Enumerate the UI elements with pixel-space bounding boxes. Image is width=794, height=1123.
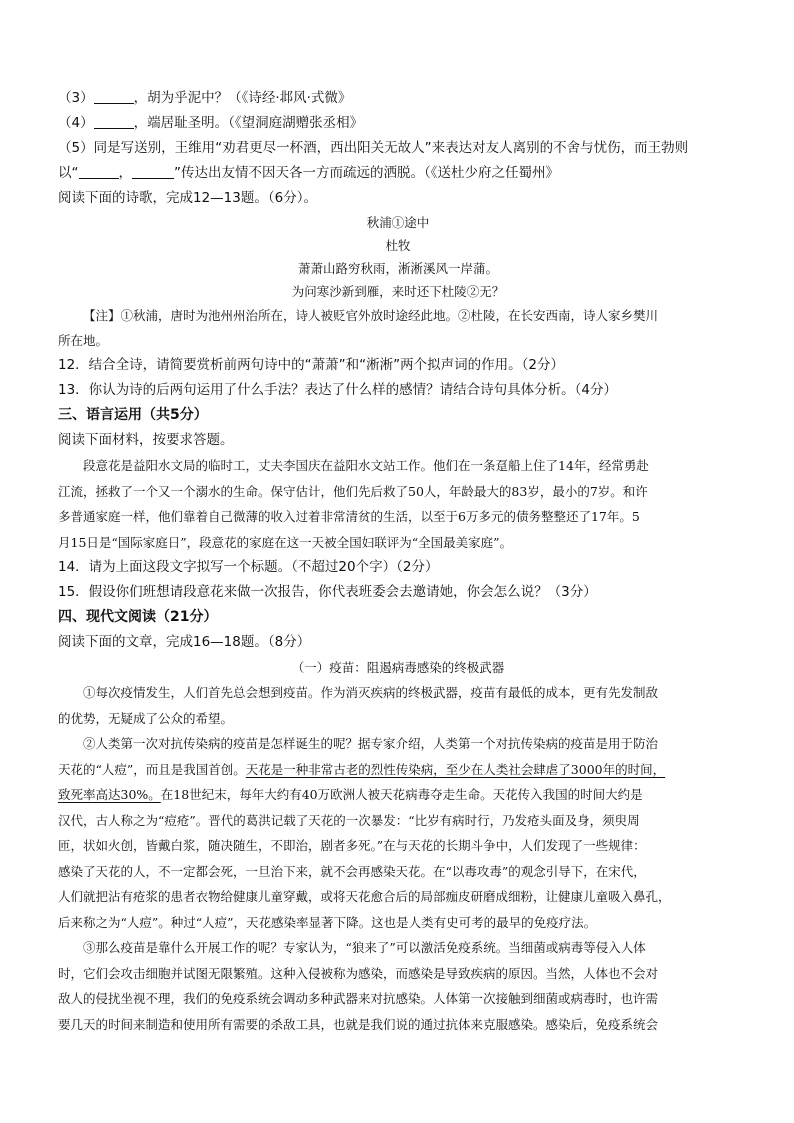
question-13: 13．你认为诗的后两句运用了什么手法？表达了什么样的感情？请结合诗句具体分析。（4分） bbox=[58, 382, 618, 398]
question-14: 14．请为上面这段文字拟写一个标题。（不超过20个字）（2分） bbox=[58, 559, 439, 575]
article-line: ③那么疫苗是靠什么开展工作的呢？专家认为，“狼来了”可以激活免疫系统。当细菌或病毒等侵入人体 bbox=[83, 940, 646, 955]
article-line: 敌人的侵扰坐视不理，我们的免疫系统会调动多种武器来对抗感染。人体第一次接触到细菌或病毒时，也许需 bbox=[58, 991, 659, 1006]
item-number: （3） bbox=[58, 90, 94, 106]
poem-line-1: 萧萧山路穷秋雨，淅淅溪风一岸蒲。 bbox=[297, 261, 498, 276]
poem-intro: 阅读下面的诗歌，完成12—13题。（6分）。 bbox=[58, 190, 317, 206]
article-text: 在18世纪末，每年大约有40万欧洲人被天花病毒夺走生命。天花传入我国的时间大约是 bbox=[160, 787, 643, 802]
poem-title: 秋浦①途中 bbox=[366, 215, 430, 230]
answer-blank[interactable] bbox=[94, 89, 134, 104]
question-fill-5-line2 bbox=[58, 161, 738, 186]
article-line: 汉代，古人称之为“痘疮”。晋代的葛洪记载了天花的一次暴发：“比岁有病时行，乃发疮头面及身，须臾周 bbox=[58, 812, 640, 828]
article-line: 匝，状如火创，皆戴白浆，随决随生，不即治，剧者多死。”在与天花的长期斗争中，人们发现了一些规律： bbox=[58, 838, 646, 853]
exam-page bbox=[58, 86, 738, 1037]
section-3-intro: 阅读下面材料，按要求答题。 bbox=[58, 432, 234, 448]
article-line: 感染了天花的人，不一定都会死，一旦治下来，就不会再感染天花。在“以毒攻毒”的观念引导下，在宋代， bbox=[58, 863, 646, 879]
answer-blank[interactable] bbox=[132, 164, 174, 179]
question-text: 以“ bbox=[58, 165, 79, 181]
material-passage bbox=[58, 453, 738, 555]
article-line: 时，它们会攻击细胞并试图无限繁殖。这种入侵被称为感染，而感染是导致疾病的原因。当然，人体也不会对 bbox=[58, 965, 659, 981]
poem-note-line-1: 【注】①秋浦，唐时为池州州治所在，诗人被贬官外放时途经此地。②杜陵，在长安西南，诗人家乡樊川 bbox=[83, 308, 659, 323]
question-15: 15．假设你们班想请段意花来做一次报告，你代表班委会去邀请她，你会怎么说？（3分） bbox=[58, 584, 597, 600]
question-fill-5-line1: （5）同是写送别，王维用“劝君更尽一杯酒，西出阳关无故人”来表达对友人离别的不舍与忧伤，而王勃则 bbox=[58, 140, 689, 156]
item-number: （4） bbox=[58, 115, 94, 131]
poem-note-line-2: 所在地。 bbox=[58, 333, 109, 348]
article-line: 的优势，无疑成了公众的希望。 bbox=[58, 710, 234, 726]
question-text: ， bbox=[118, 165, 132, 181]
material-line: 多普通家庭一样，他们靠着自己微薄的收入过着非常清贫的生活，以至于6万多元的债务整整还了17年。5 bbox=[58, 509, 640, 524]
section-4-heading: 四、现代文阅读（21分） bbox=[58, 609, 218, 625]
poem-block bbox=[58, 211, 738, 303]
article-text: 天花的“人痘”，而且是我国首创。 bbox=[58, 761, 246, 777]
material-line: 月15日是“国际家庭日”，段意花的家庭在这一天被全国妇联评为“全国最美家庭”。 bbox=[58, 534, 512, 550]
question-fill-3 bbox=[58, 86, 738, 111]
article-line: ②人类第一次对抗传染病的疫苗是怎样诞生的呢？据专家介绍，人类第一个对抗传染病的疫苗是用于防治 bbox=[83, 736, 659, 751]
article-line: 要几天的时间来制造和使用所有需要的杀敌工具，也就是我们说的通过抗体来克服感染。感染后，免疫系统会 bbox=[58, 1016, 659, 1032]
article-line: ①每次疫情发生，人们首先总会想到疫苗。作为消灭疾病的终极武器，疫苗有最低的成本，更有先发制敌 bbox=[83, 685, 659, 700]
article-title: （一）疫苗：阻遏病毒感染的终极武器 bbox=[291, 660, 505, 675]
material-line: 江流，拯救了一个又一个溺水的生命。保守估计，他们先后救了50人，年龄最大的83岁，最小的7岁。和许 bbox=[58, 483, 648, 499]
question-text: ，胡为乎泥中？（《诗经·邶风·式微》 bbox=[133, 90, 352, 106]
question-text: ”传达出友情不因天各一方而疏远的洒脱。（《送杜少府之任蜀州》 bbox=[174, 165, 559, 181]
poem-line-2: 为问寒沙新到雁，来时还下杜陵②无？ bbox=[291, 284, 505, 299]
article-line: 后来称之为“人痘”。种过“人痘”，天花感染率显著下降。这也是人类有史可考的最早的免疫疗法。 bbox=[58, 914, 597, 930]
poem-author: 杜牧 bbox=[385, 238, 411, 253]
section-4-intro: 阅读下面的文章，完成16—18题。（8分） bbox=[58, 634, 311, 650]
article-line bbox=[58, 757, 738, 783]
question-fill-4 bbox=[58, 111, 738, 136]
article-body bbox=[58, 680, 738, 1037]
section-3-heading: 三、语言运用（共5分） bbox=[58, 407, 208, 423]
question-text: ，端居耻圣明。（《望洞庭湖赠张丞相》 bbox=[133, 115, 364, 131]
article-line bbox=[58, 782, 738, 808]
underlined-sentence: 天花是一种非常古老的烈性传染病，至少在人类社会肆虐了3000年的时间， bbox=[245, 761, 666, 777]
answer-blank[interactable] bbox=[94, 114, 134, 129]
question-12: 12．结合全诗，请简要赏析前两句诗中的“萧萧”和“淅淅”两个拟声词的作用。（2分） bbox=[58, 357, 564, 373]
underlined-sentence: 致死率高达30%。 bbox=[58, 787, 161, 802]
answer-blank[interactable] bbox=[79, 164, 119, 179]
material-line: 段意花是益阳水文局的临时工，丈夫李国庆在益阳水文站工作。他们在一条趸船上住了14年，经常勇赴 bbox=[83, 458, 649, 473]
article-line: 人们就把沾有疮浆的患者衣物给健康儿童穿戴，或将天花愈合后的局部痂皮研磨成细粉，让健康儿童吸入鼻孔， bbox=[58, 889, 671, 904]
